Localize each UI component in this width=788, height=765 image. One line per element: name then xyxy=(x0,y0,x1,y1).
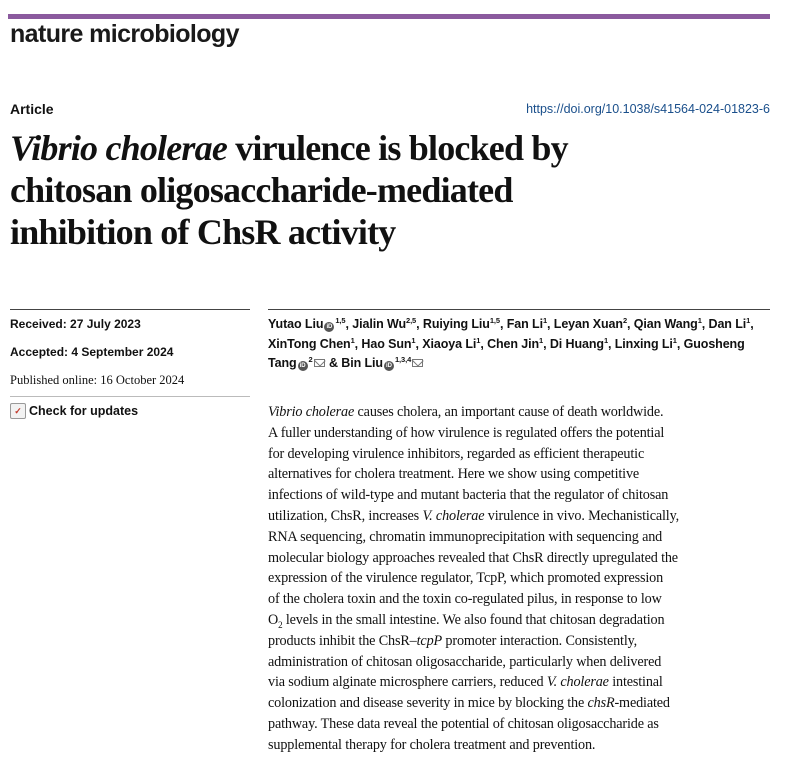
oxygen-subscript: 2 xyxy=(278,619,283,630)
divider-left xyxy=(10,309,250,310)
author-name[interactable]: Hao Sun xyxy=(361,336,412,351)
author-name[interactable]: Xiaoya Li xyxy=(422,336,477,351)
abstract-line: supplemental therapy for cholera treatment and prevention. xyxy=(268,736,596,753)
abstract-text: O xyxy=(268,611,279,628)
abstract-text: virulence in vivo. Mechanistically, xyxy=(484,507,679,524)
orcid-icon[interactable]: iD xyxy=(384,361,394,371)
author-name[interactable]: Fan Li xyxy=(506,317,543,331)
abstract-text: promoter interaction. Consistently, xyxy=(442,632,638,649)
journal-accent-bar xyxy=(8,14,770,19)
email-icon[interactable] xyxy=(412,359,423,367)
author-name[interactable]: Yutao Liu xyxy=(268,317,324,331)
author-affiliation: 1 xyxy=(672,335,677,345)
author-affiliation: 2 xyxy=(622,316,628,325)
abstract-text: intestinal xyxy=(608,674,663,691)
author-affiliation: 1 xyxy=(476,335,481,345)
abstract-line xyxy=(268,610,770,631)
author-affiliation: 1,5 xyxy=(489,316,500,325)
abstract-text: via sodium alginate microsphere carriers, reduced xyxy=(268,674,547,691)
orcid-icon[interactable]: iD xyxy=(324,322,334,332)
author-list: Yutao Liu iD$^{1,5}$, Jialin Wu$^{2,5}$, Ruiying Liu$^{1,5}$, Fan Li$^1$, Leyan Xuan$^2$, Qian Wang$^1$, Dan Li$^1$, XinTong Chen$^1$, Hao Sun$^1$, Xiaoya Li$^1$, Chen Jin$^1$, Di Huang$^1$, Linxing Li$^1$, Guosheng Tang $iD^2$ & Bin Liu iD$^{1,3,4}$ xyxy=(268,316,754,370)
abstract-line: infections of wild-type and mutant bacteria that the regulator of chitosan xyxy=(268,487,669,504)
author-affiliation: 1 xyxy=(603,335,609,345)
abstract-line: administration of chitosan oligosaccharide, particularly when delivered xyxy=(268,653,662,670)
author-affiliation: 1 xyxy=(697,316,702,325)
author-name[interactable]: Chen Jin xyxy=(487,336,540,351)
received-date xyxy=(10,317,250,345)
author-affiliation: 1 xyxy=(411,335,416,345)
title-line-1 xyxy=(10,127,780,169)
abstract-text: -mediated xyxy=(614,695,670,712)
email-icon[interactable] xyxy=(314,359,325,367)
journal-name[interactable]: nature microbiology xyxy=(10,20,239,48)
abstract-line: A fuller understanding of how virulence is regulated offers the potential xyxy=(268,424,665,441)
divider-dates xyxy=(10,396,250,397)
received-label: Received: xyxy=(10,317,67,331)
abstract-line: RNA sequencing, chromatin immunoprecipitation with sequencing and xyxy=(268,528,663,545)
orcid-icon[interactable]: iD xyxy=(298,361,308,371)
check-updates-button[interactable] xyxy=(10,403,138,419)
abstract-line: alternatives for cholera treatment. Here we show using competitive xyxy=(268,466,640,483)
abstract-line xyxy=(268,506,770,527)
abstract-species: Vibrio cholerae xyxy=(268,404,355,420)
author-name[interactable]: Bin Liu xyxy=(341,356,383,370)
authors-ampersand: & xyxy=(328,356,342,370)
received-value: 27 July 2023 xyxy=(70,317,141,331)
abstract-line xyxy=(268,693,770,714)
author-name[interactable]: Linxing Li xyxy=(614,336,673,351)
abstract-gene: chsR xyxy=(587,695,615,712)
abstract-line: expression of the virulence regulator, TcpP, which promoted expression xyxy=(268,570,664,587)
abstract-line xyxy=(268,402,770,423)
article-title xyxy=(10,127,780,253)
author-affiliation: 1 xyxy=(539,335,544,345)
abstract-line xyxy=(268,672,770,693)
abstract-text: colonization and disease severity in mice by blocking the xyxy=(268,695,588,712)
author-name[interactable]: XinTong Chen xyxy=(268,336,351,351)
crossmark-icon: ✓ xyxy=(10,403,26,419)
title-line-3: inhibition of ChsR activity xyxy=(10,212,396,252)
abstract-line: of the cholera toxin and the toxin co-regulated pilus, in response to low xyxy=(268,591,662,608)
title-species: Vibrio cholerae xyxy=(10,128,228,168)
abstract-text: utilization, ChsR, increases xyxy=(268,507,423,524)
author-name[interactable]: Ruiying Liu xyxy=(422,317,490,331)
abstract-gene: tcpP xyxy=(416,632,443,649)
abstract-species: V. cholerae xyxy=(422,507,485,524)
accepted-date xyxy=(10,345,250,373)
abstract-line: for developing virulence inhibitors, regarded as efficient therapeutic xyxy=(268,445,645,462)
author-affiliation: 2,5 xyxy=(406,316,417,325)
author-name[interactable]: Leyan Xuan xyxy=(553,317,623,331)
abstract-line: molecular biology approaches revealed that ChsR directly upregulated the xyxy=(268,549,678,566)
title-line-2: chitosan oligosaccharide-mediated xyxy=(10,170,513,210)
author-name[interactable]: Di Huang xyxy=(549,336,604,351)
author-affiliation: 1,3,4 xyxy=(394,355,412,364)
article-type: Article xyxy=(10,101,54,117)
author-name[interactable]: Dan Li xyxy=(708,317,747,331)
abstract-text: products inhibit the ChsR– xyxy=(268,632,417,649)
accepted-label: Accepted: xyxy=(10,345,69,359)
abstract-line: pathway. These data reveal the potential of chitosan oligosaccharide as xyxy=(268,715,659,732)
author-affiliation: 2 xyxy=(308,355,313,364)
author-affiliation: 1 xyxy=(542,316,548,325)
author-name[interactable]: Guosheng Tang xyxy=(268,336,745,370)
author-name[interactable]: Qian Wang xyxy=(633,317,698,331)
title-line-1-rest: virulence is blocked by xyxy=(227,128,568,168)
abstract-species: V. cholerae xyxy=(546,674,609,691)
check-updates-label: Check for updates xyxy=(29,404,139,418)
author-name[interactable]: Jialin Wu xyxy=(352,317,406,331)
abstract-line xyxy=(268,631,770,652)
divider-right xyxy=(268,309,770,310)
author-affiliation: 1 xyxy=(350,335,355,345)
author-affiliation: 1,5 xyxy=(335,316,346,325)
article-dates xyxy=(10,317,250,401)
abstract-text: causes cholera, an important cause of death worldwide. xyxy=(354,404,664,420)
abstract-text: levels in the small intestine. We also found that chitosan degradation xyxy=(282,611,665,628)
author-affiliation: 1 xyxy=(746,316,751,325)
accepted-value: 4 September 2024 xyxy=(71,345,174,359)
doi-link[interactable]: https://doi.org/10.1038/s41564-024-01823-6 xyxy=(526,102,770,116)
published-date: Published online: 16 October 2024 xyxy=(10,373,185,387)
abstract xyxy=(268,402,770,756)
